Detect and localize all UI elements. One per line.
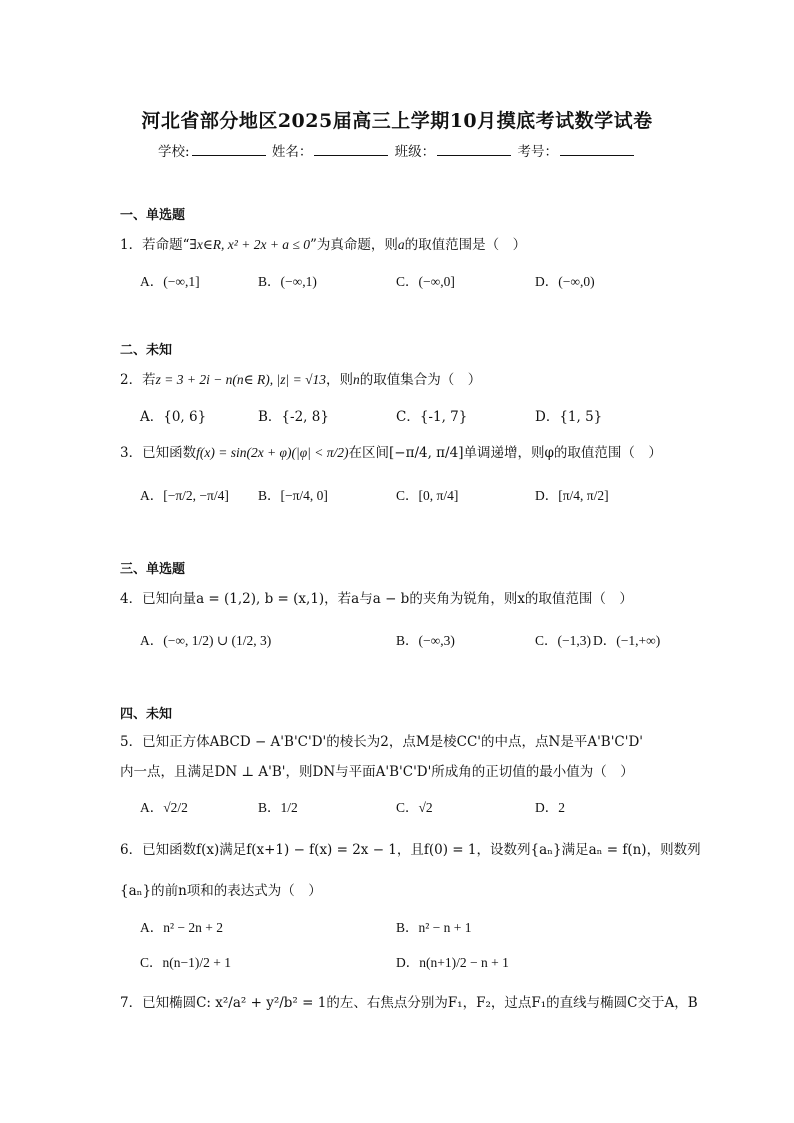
option-d[interactable]: D．{1, 5} xyxy=(535,409,603,425)
question-6-line-1 xyxy=(120,838,701,858)
question-text: ，则 xyxy=(325,372,353,388)
option-a[interactable]: A．[−π/2, −π/4] xyxy=(140,488,229,503)
question-number: 7． xyxy=(120,995,143,1011)
option-d[interactable]: D．(−1,+∞) xyxy=(593,633,661,648)
exam-title: 河北省部分地区2025届高三上学期10月摸底考试数学试卷 xyxy=(141,110,653,132)
math-expression: z = 3 + 2i − n(n∈ R), |z| = √13 xyxy=(155,372,326,387)
option-b[interactable]: B．1/2 xyxy=(258,800,298,815)
school-blank[interactable] xyxy=(192,143,266,156)
option-d[interactable]: D．2 xyxy=(535,800,565,815)
option-b[interactable]: B．{-2, 8} xyxy=(258,409,329,425)
option-d[interactable]: D．(−∞,0) xyxy=(535,274,595,289)
option-b[interactable]: B．(−∞,1) xyxy=(258,274,317,289)
question-text: 已知函数f(x)满足f(x+1) − f(x) = 2x − 1，且f(0) = 1，设数列{aₙ}满足aₙ = f(n)，则数列 xyxy=(142,842,701,858)
question-4 xyxy=(120,587,633,607)
question-7 xyxy=(120,991,698,1011)
question-text: 若 xyxy=(142,372,156,388)
question-6-line-2: {aₙ}的前n项和的表达式为（ ） xyxy=(120,883,322,899)
option-a[interactable]: A．(−∞, 1/2) ∪ (1/2, 3) xyxy=(140,633,272,648)
question-text: 已知椭圆C: x²/a² + y²/b² = 1的左、右焦点分别为F₁，F₂，过点F₁的直线与椭圆C交于A，B xyxy=(142,995,698,1011)
name-label: 姓名： xyxy=(271,144,313,160)
question-text: 的取值范围是（ ） xyxy=(404,237,527,253)
question-number: 2． xyxy=(120,372,143,388)
option-a[interactable]: A．√2/2 xyxy=(140,800,188,815)
option-a[interactable]: A．(−∞,1] xyxy=(140,274,200,289)
math-variable: n xyxy=(352,372,360,387)
question-text: 若命题“ xyxy=(142,237,190,253)
option-b[interactable]: B．(−∞,3) xyxy=(396,633,455,648)
student-info-line xyxy=(0,140,794,160)
option-c[interactable]: C．(−1,3) xyxy=(535,633,591,648)
option-b[interactable]: B．[−π/4, 0] xyxy=(258,488,328,503)
option-c[interactable]: C．(−∞,0] xyxy=(396,274,455,289)
section-heading: 三、单选题 xyxy=(120,562,186,577)
question-text: 已知向量a = (1,2), b = (x,1)，若a与a − b的夹角为锐角，则x的取值范围（ ） xyxy=(142,591,633,607)
option-a[interactable]: A．n² − 2n + 2 xyxy=(140,920,224,935)
question-number: 5． xyxy=(120,734,143,750)
question-2 xyxy=(120,368,481,388)
math-variable: a xyxy=(397,237,405,252)
id-label: 考号： xyxy=(517,144,558,160)
question-text: ”为真命题，则 xyxy=(309,237,398,253)
option-a[interactable]: A．{0, 6} xyxy=(140,409,207,425)
option-c[interactable]: C．√2 xyxy=(396,800,433,815)
name-blank[interactable] xyxy=(314,143,388,156)
question-number: 6． xyxy=(120,842,143,858)
section-heading: 一、单选题 xyxy=(120,208,186,223)
school-label: 学校: xyxy=(158,144,190,160)
question-5-line-2: 内一点，且满足DN ⊥ A'B'，则DN与平面A'B'C'D'所成角的正切值的最小值为（ ） xyxy=(120,764,634,780)
math-expression: ∃x∈R, x² + 2x + a ≤ 0 xyxy=(189,237,310,252)
option-d[interactable]: D．[π/4, π/2] xyxy=(535,488,609,503)
id-blank[interactable] xyxy=(560,143,634,156)
question-3 xyxy=(120,441,662,461)
question-number: 3． xyxy=(120,445,143,461)
option-c[interactable]: C．n(n−1)/2 + 1 xyxy=(140,955,231,970)
question-text: 已知正方体ABCD − A'B'C'D'的棱长为2，点M是棱CC'的中点，点N是平A'B'C'D' xyxy=(142,734,643,750)
question-text: 已知函数 xyxy=(142,445,197,461)
question-number: 1． xyxy=(120,237,143,253)
math-expression: f(x) = sin(2x + φ)(|φ| < π/2) xyxy=(196,445,349,460)
option-c[interactable]: C．{-1, 7} xyxy=(396,409,468,425)
option-b[interactable]: B．n² − n + 1 xyxy=(396,920,472,935)
section-heading: 二、未知 xyxy=(120,343,173,358)
question-number: 4． xyxy=(120,591,143,607)
class-label: 班级： xyxy=(394,144,436,160)
option-c[interactable]: C．[0, π/4] xyxy=(396,488,459,503)
question-text: 的取值集合为（ ） xyxy=(359,372,482,388)
question-text: 在区间[−π/4, π/4]单调递增，则φ的取值范围（ ） xyxy=(348,445,662,461)
option-d[interactable]: D．n(n+1)/2 − n + 1 xyxy=(396,955,509,970)
section-heading: 四、未知 xyxy=(120,707,173,722)
question-1 xyxy=(120,233,526,253)
class-blank[interactable] xyxy=(437,143,511,156)
question-5-line-1 xyxy=(120,730,643,750)
